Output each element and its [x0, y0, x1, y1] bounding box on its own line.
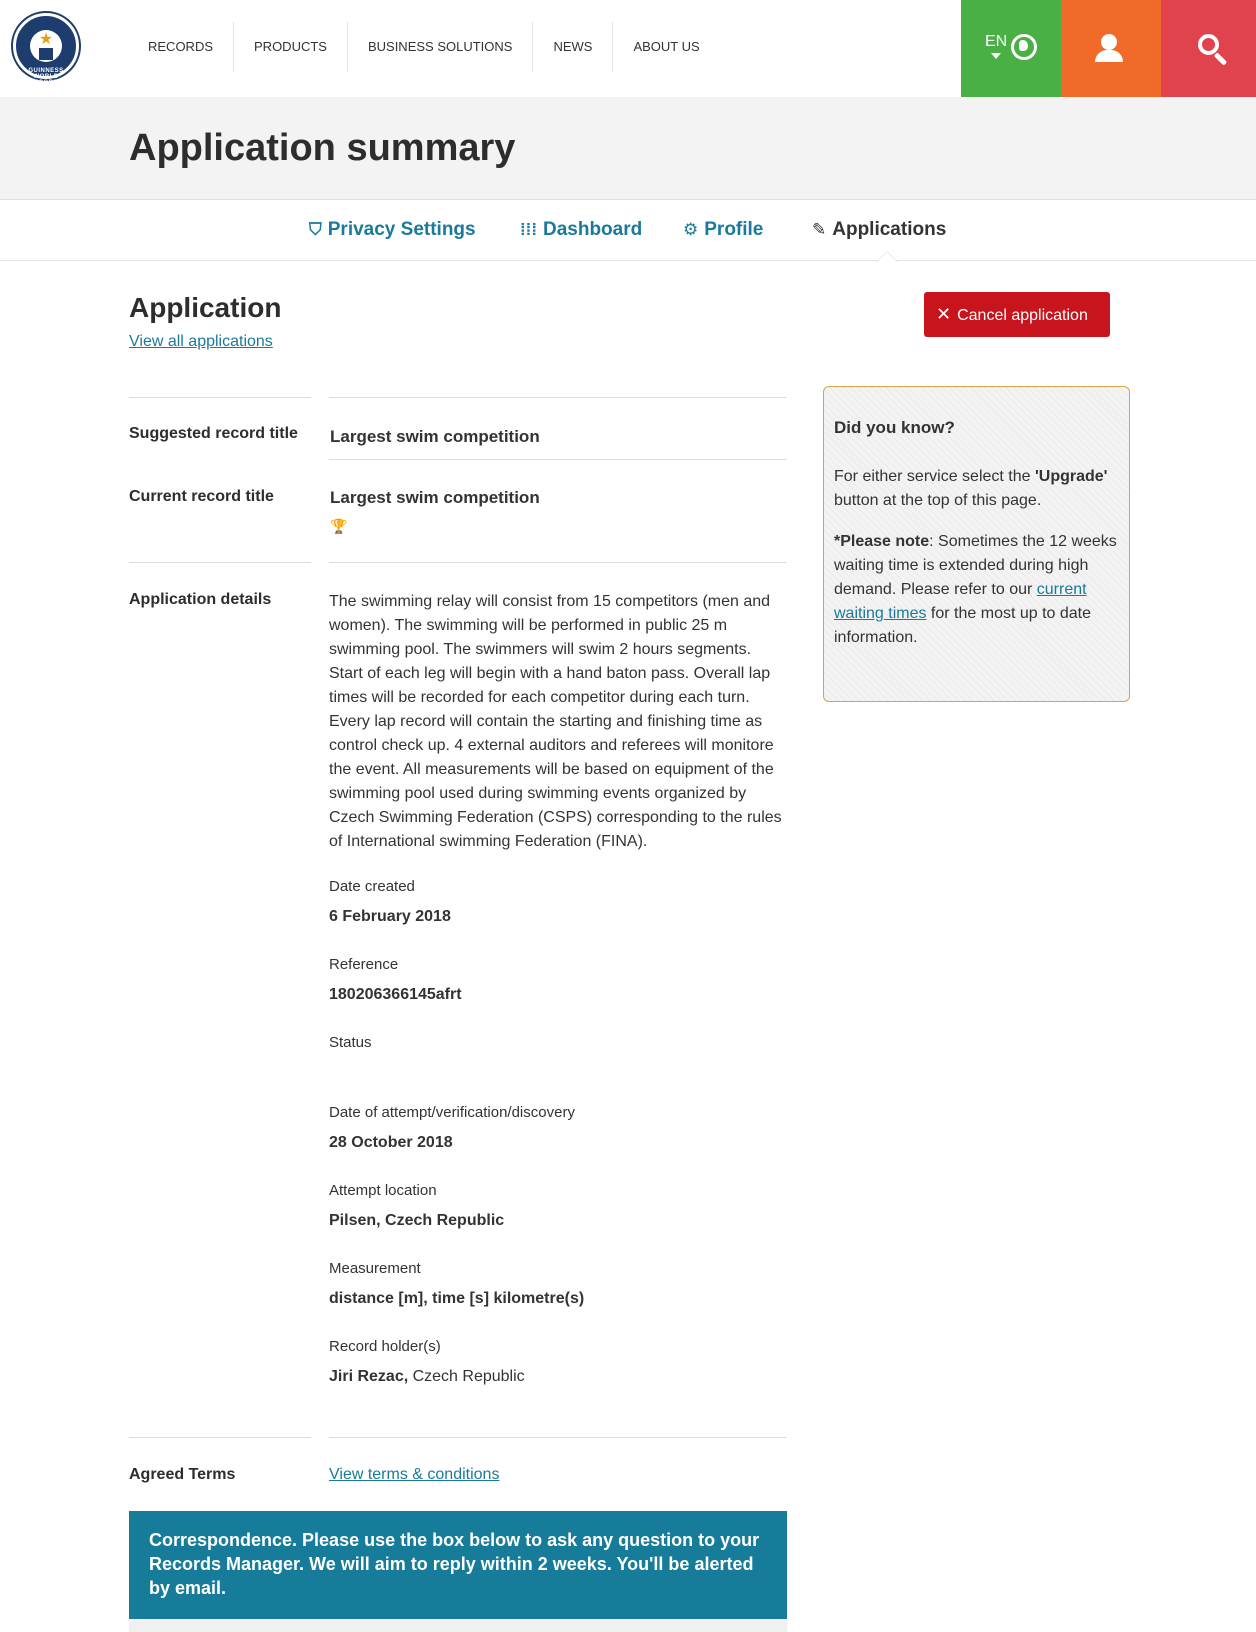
logo-text: GUINNESS WORLD RECORDS — [28, 68, 64, 86]
measurement-label: Measurement — [329, 1260, 421, 1277]
top-header — [0, 0, 1256, 97]
active-tab-pointer — [876, 251, 898, 262]
correspondence-banner: Correspondence. Please use the box below to ask any question to your Records Manager. We will aim to reply within 2 weeks. You'll be alerted by email. — [129, 1511, 787, 1619]
current-waiting-times-link[interactable]: current waiting times — [834, 581, 1087, 622]
divider — [129, 562, 311, 563]
current-title-value: Largest swim competition — [330, 488, 540, 507]
account-subnav — [0, 201, 1256, 261]
did-you-know-body — [834, 465, 1119, 667]
page-title: Application summary — [129, 127, 516, 169]
attempt-date-label: Date of attempt/verification/discovery — [329, 1104, 575, 1121]
globe-icon — [1011, 34, 1037, 60]
measurement-value: distance [m], time [s] kilometre(s) — [329, 1290, 585, 1307]
user-icon-body — [1095, 50, 1123, 62]
record-holder-country: Czech Republic — [408, 1368, 525, 1385]
section-title: Application — [129, 292, 282, 323]
tab-privacy-settings[interactable]: ⛉ Privacy Settings — [309, 219, 476, 240]
did-you-know-box — [823, 386, 1130, 702]
language-code: EN — [985, 33, 1008, 50]
date-created-value: 6 February 2018 — [329, 908, 451, 925]
record-holder-name: Jiri Rezac, — [329, 1368, 409, 1385]
waiting-time-note: *Please note: Sometimes the 12 weeks waiting time is extended during high demand. Please refer to our current waiting times for the most up to date information. — [834, 533, 1117, 646]
attempt-location-label: Attempt location — [329, 1182, 437, 1199]
divider — [329, 562, 787, 563]
star-icon: ★ — [38, 31, 54, 48]
search-icon — [1198, 34, 1219, 55]
attempt-location-value: Pilsen, Czech Republic — [329, 1212, 505, 1229]
language-selector[interactable] — [961, 0, 1061, 97]
record-holder-value — [329, 1368, 525, 1386]
date-created-label: Date created — [329, 878, 415, 895]
suggested-title-label: Suggested record title — [129, 425, 298, 442]
divider — [329, 459, 787, 460]
pillar-icon — [39, 48, 53, 60]
cancel-application-button[interactable]: ✕ Cancel application — [924, 292, 1110, 337]
tab-dashboard[interactable]: ⁞⁞⁞ Dashboard — [520, 219, 643, 240]
nav-news[interactable]: NEWS — [533, 22, 613, 72]
application-details-text: The swimming relay will consist from 15 competitors (men and women). The swimming will be performed in public 25 m swimming pool. The swimmers will swim 2 hours segments. Start of each leg will begin with a hand baton pass. Overall lap times will be recorded for each competitor during each turn. Every lap record will contain the starting and finishing time as control check up. 4 external auditors and referees will monitore the event. All measurements will be based on equipment of the swimming pool used during swimming events organized by Czech Swimming Federation (CSPS) corresponding to the rules of International swimming Federation (FINA). — [329, 593, 782, 850]
correspondence-box[interactable] — [129, 1619, 787, 1632]
shield-icon: ⛉ — [309, 220, 322, 239]
logo-emblem — [30, 30, 62, 62]
nav-products[interactable]: PRODUCTS — [234, 22, 348, 72]
nav-about-us[interactable]: ABOUT US — [633, 39, 700, 54]
application-details-label: Application details — [129, 591, 272, 608]
account-button[interactable] — [1061, 0, 1161, 97]
nav-records[interactable]: RECORDS — [128, 22, 234, 72]
search-button[interactable] — [1161, 0, 1256, 97]
main-nav — [128, 22, 720, 72]
gears-icon: ⚙ — [683, 220, 699, 239]
trophy-icon: 🏆 — [330, 518, 348, 534]
reference-value: 180206366145afrt — [329, 986, 462, 1003]
did-you-know-title: Did you know? — [834, 418, 955, 437]
divider — [129, 1437, 311, 1438]
view-terms-link[interactable]: View terms & conditions — [329, 1466, 500, 1483]
reference-label: Reference — [329, 956, 399, 973]
tab-profile[interactable]: ⚙ Profile — [683, 219, 764, 240]
caret-down-icon — [991, 53, 1001, 59]
divider — [329, 1437, 787, 1438]
user-icon — [1101, 34, 1117, 50]
tab-applications[interactable]: ✎ Applications — [812, 219, 947, 240]
close-icon: ✕ — [936, 304, 952, 324]
upgrade-note: For either service select the 'Upgrade' button at the top of this page. — [834, 468, 1108, 509]
record-holder-label: Record holder(s) — [329, 1338, 441, 1355]
suggested-title-value: Largest swim competition — [330, 427, 540, 446]
nav-business-solutions[interactable]: BUSINESS SOLUTIONS — [348, 22, 533, 72]
edit-icon: ✎ — [812, 220, 827, 239]
current-title-label: Current record title — [129, 488, 274, 505]
divider — [329, 397, 787, 398]
view-all-applications-link[interactable]: View all applications — [129, 333, 273, 350]
guinness-logo[interactable] — [13, 13, 79, 86]
grid-icon: ⁞⁞⁞ — [520, 220, 537, 239]
divider — [129, 397, 311, 398]
search-icon-handle — [1214, 52, 1227, 65]
attempt-date-value: 28 October 2018 — [329, 1134, 453, 1151]
agreed-terms-label: Agreed Terms — [129, 1466, 236, 1483]
title-band — [0, 97, 1256, 200]
status-label: Status — [329, 1034, 372, 1051]
